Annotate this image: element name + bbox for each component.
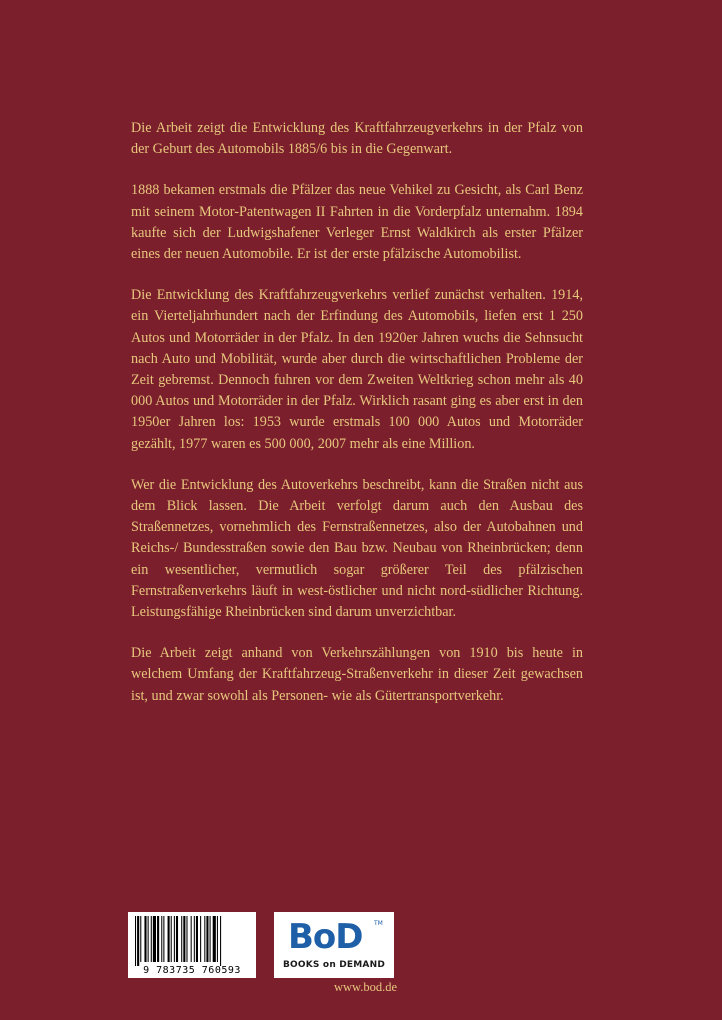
bod-logo-text: BoD [288, 917, 363, 957]
barcode-bar [194, 916, 195, 962]
paragraph-3: Die Entwicklung des Kraftfahrzeugverkehrs verlief zunächst verhalten. 1914, ein Vierteljahrhundert nach der Erfindung des Automobils, liefen erst 1 250 Autos und Motorräder in der Pfalz. In den 1920er Jahren wuchs die Sehnsucht nach Auto und Mobilität, wurde aber durch die wirtschaftlichen Probleme der Zeit gebremst. Dennoch fuhren vor dem Zweiten Weltkrieg schon mehr als 40 000 Autos und Motorräder in der Pfalz. Wirklich rasant ging es aber erst in den 1950er Jahren los: 1953 wurde erstmals 100 000 Autos und Motorräder gezählt, 1977 waren es 500 000, 2007 mehr als eine Million. [131, 287, 583, 452]
paragraph-4: Wer die Entwicklung des Autoverkehrs beschreibt, kann die Straßen nicht aus dem Blick lassen. Die Arbeit verfolgt darum auch den Ausbau des Straßennetzes, vornehmlich des Fernstraßennetzes, also der Autobahnen und Reichs-/ Bundesstraßen sowie den Bau bzw. Neubau von Rheinbrücken; denn ein wesentlicher, vermutlich sogar größerer Teil des pfälzischen Fernstraßenverkehrs läuft in west-östlicher und nicht nord-südlicher Richtung. Leistungsfähige Rheinbrücken sind darum unverzichtbar. [131, 476, 583, 621]
barcode-bar [153, 916, 156, 962]
barcode-bar [186, 916, 187, 962]
paragraph-2: 1888 bekamen erstmals die Pfälzer das neue Vehikel zu Gesicht, als Carl Benz mit seinem Motor-Patentwagen II Fahrten in die Vorderpfalz unternahm. 1894 kaufte sich der Ludwigshafener Verleger Ernst Waldkirch als erster Pfälzer eines der neuen Automobile. Er ist der erste pfälzische Automobilist. [131, 182, 583, 263]
barcode-bar [210, 916, 211, 962]
blurb-text [131, 118, 583, 727]
barcode-bar [157, 916, 159, 962]
barcode-bar [220, 916, 221, 966]
barcode-bar [204, 916, 205, 962]
isbn-barcode [128, 912, 256, 978]
barcode-bar [137, 916, 139, 966]
paragraph-1: Die Arbeit zeigt die Entwicklung des Kraftfahrzeugverkehrs in der Pfalz von der Geburt des Automobils 1885/6 bis in die Gegenwart. [131, 120, 583, 158]
barcode-bar [171, 916, 172, 962]
barcode-bar [181, 916, 182, 962]
barcode-bar [140, 916, 141, 962]
barcode-bar [183, 916, 185, 962]
barcode-bar [148, 916, 149, 962]
barcode-bar [163, 916, 164, 962]
barcode-bar [206, 916, 208, 962]
bod-tagline: BOOKS on DEMAND [282, 960, 386, 970]
barcode-bar [168, 916, 170, 962]
barcode-bar [196, 916, 198, 962]
barcode-bars [133, 916, 251, 966]
bod-trademark: TM [374, 920, 383, 927]
barcode-bar [200, 916, 201, 962]
barcode-bar [144, 916, 146, 962]
barcode-bar [135, 916, 136, 966]
paragraph-5: Die Arbeit zeigt anhand von Verkehrszählungen von 1910 bis heute in welchem Umfang der Kraftfahrzeug-Straßenverkehr in dieser Zeit gewachsen ist, und zwar sowohl als Personen- wie als Gütertransportverkehr. [131, 645, 583, 704]
publisher-logo [274, 912, 394, 978]
barcode-bar [161, 916, 162, 962]
barcode-number: 9 783735 760593 [143, 965, 241, 976]
barcode-bar [213, 916, 216, 962]
barcode-bar [217, 916, 218, 962]
barcode-bar [191, 916, 192, 962]
barcode-bar [174, 916, 175, 962]
barcode-bar [151, 916, 152, 962]
barcode-bar [176, 916, 178, 962]
publisher-website: www.bod.de [334, 980, 398, 994]
